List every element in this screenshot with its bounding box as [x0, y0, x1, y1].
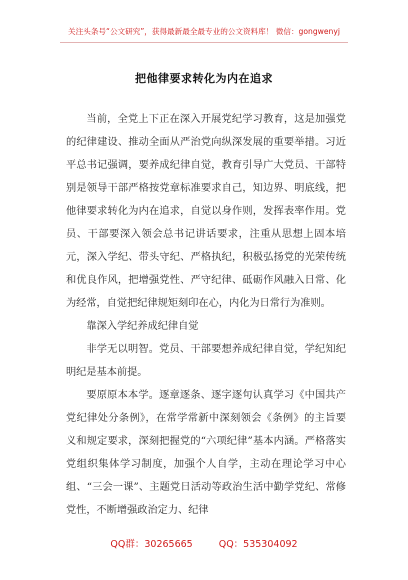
- header-divider: [60, 42, 348, 43]
- footer-qq-group: QQ群：30265665: [110, 539, 193, 550]
- body-paragraph: 非学无以明智。党员、干部要想养成纪律自觉，学纪知纪明纪是基本前提。: [66, 344, 346, 378]
- footer-qq-number: QQ：535304092: [218, 539, 298, 550]
- document-title: 把他律要求转化为内在追求: [135, 72, 273, 85]
- body-paragraph: 要原原本本学。逐章逐条、逐字逐句认真学习《中国共产党纪律处分条例》，在常学常新中深刻领会《条例》的主旨要义和规定要求，深刻把握党的“六项纪律”基本内涵。严格落实党组织集体学习制度，加强个人自学，主动在理论学习中心组、“三会一课”、主题党日活动等政治生活中勤学党纪、常修党性，不断增强政治定力、纪律: [66, 390, 346, 516]
- body-paragraph: 当前，全党上下正在深入开展党纪学习教育，这是加强党的纪律建设、推动全面从严治党向纵深发展的重要举措。习近平总书记强调，要养成纪律自觉，教育引导广大党员、干部特别是领导干部严格按党章标准要求自己，知边界、明底线，把他律要求转化为内在追求，自觉以身作则，发挥表率作用。党员、干部要深入领会总书记讲话要求，注重从思想上固本培元，深入学纪、带头守纪、严格执纪，积极弘扬党的光荣传统和优良作风，把增强党性、严守纪律、砥砺作风融入日常、化为经常，自觉把纪律规矩刻印在心，内化为日常行为准则。: [66, 114, 346, 309]
- document-body: [66, 108, 346, 522]
- section-heading: 靠深入学纪养成纪律自觉: [86, 321, 199, 332]
- footer-contact: [0, 536, 408, 550]
- header-note: 关注头条号“公文研究”，获得最新最全最专业的公文资料库！ 微信：gongwenyj: [68, 27, 340, 36]
